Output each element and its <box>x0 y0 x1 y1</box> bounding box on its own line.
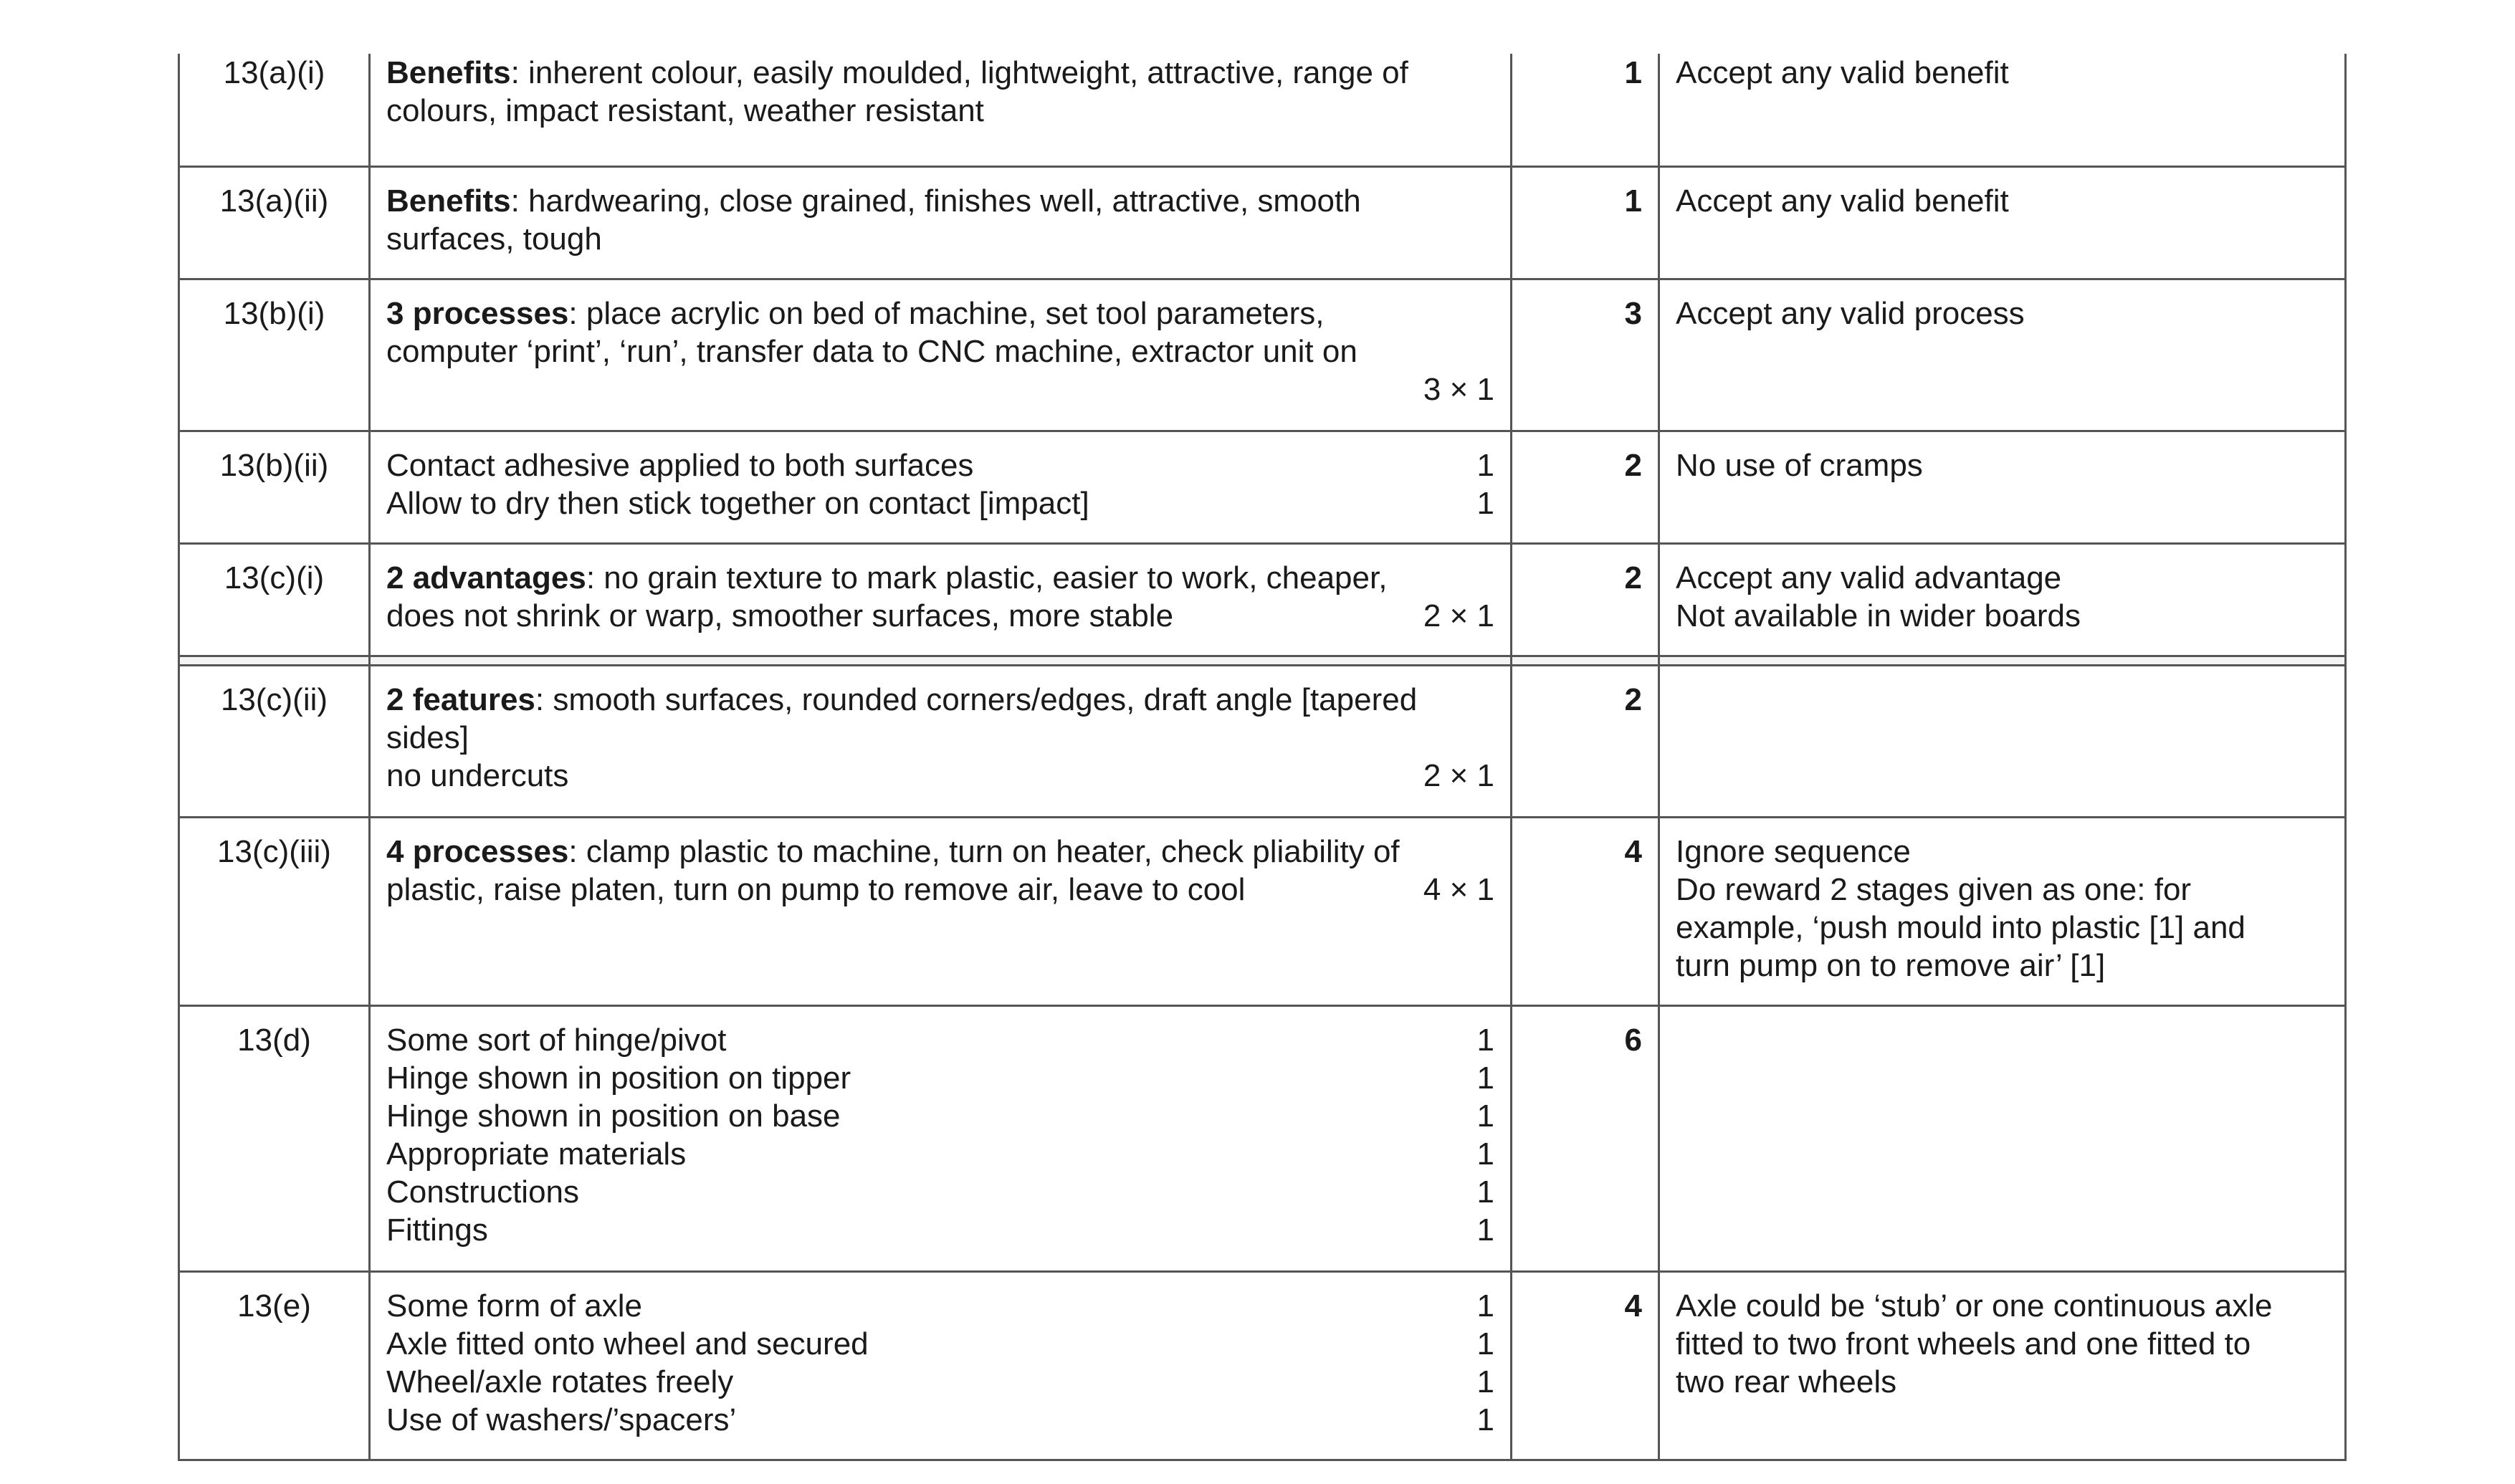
guidance-cell <box>1659 279 2346 431</box>
guidance-line: No use of cramps <box>1676 447 1923 483</box>
question-number: 13(c)(iii) <box>179 817 370 1005</box>
answer-line <box>386 597 1494 635</box>
line-mark: 1 <box>1476 1402 1494 1437</box>
answer-text <box>386 295 1325 332</box>
line-mark: 1 <box>1476 1364 1494 1399</box>
guidance-line: Accept any valid benefit <box>1676 183 2009 219</box>
line-mark: 1 <box>1476 1022 1494 1058</box>
answer-detail: : place acrylic on bed of machine, set tool parameters, <box>568 295 1325 331</box>
answer-detail: : clamp plastic to machine, turn on heater, check pliability of <box>568 833 1400 869</box>
answer-line <box>386 681 1494 719</box>
marks-total: 2 <box>1512 431 1659 543</box>
line-mark: 2 × 1 <box>1423 598 1494 633</box>
question-number: 13(b)(i) <box>179 279 370 431</box>
answer-detail: Hinge shown in position on base <box>386 1098 841 1134</box>
answer-line <box>386 295 1494 332</box>
answer-cell <box>370 1005 1512 1271</box>
answer-detail: computer ‘print’, ‘run’, transfer data to CNC machine, extractor unit on <box>386 333 1357 369</box>
answer-line <box>386 1401 1494 1439</box>
answer-text <box>386 484 1089 522</box>
line-mark: 1 <box>1476 485 1494 521</box>
answer-text <box>386 1363 733 1401</box>
answer-detail: Some sort of hinge/pivot <box>386 1022 727 1058</box>
table-row <box>179 54 2346 166</box>
answer-line <box>386 1097 1494 1135</box>
question-number: 13(c)(i) <box>179 543 370 656</box>
answer-text <box>386 1021 726 1059</box>
answer-detail: Hinge shown in position on tipper <box>386 1060 851 1096</box>
answer-text <box>386 332 1357 370</box>
answer-detail: no undercuts <box>386 757 569 793</box>
line-mark: 4 × 1 <box>1423 871 1494 907</box>
answer-line <box>386 1363 1494 1401</box>
guidance-line: fitted to two front wheels and one fitted to <box>1676 1326 2251 1361</box>
answer-text <box>386 559 1387 597</box>
answer-text <box>386 1325 869 1363</box>
answer-line <box>386 54 1494 92</box>
answer-detail: sides] <box>386 719 469 755</box>
answer-line <box>386 559 1494 597</box>
answer-text <box>386 1097 841 1135</box>
marks-total: 2 <box>1512 665 1659 817</box>
line-mark: 1 <box>1476 447 1494 483</box>
answer-line <box>386 1135 1494 1173</box>
mark-scheme-table <box>178 54 2347 1461</box>
divider-cell <box>179 656 370 665</box>
answer-keyword: Benefits <box>386 183 511 219</box>
line-mark: 1 <box>1476 1174 1494 1210</box>
answer-detail: Some form of axle <box>386 1288 643 1323</box>
answer-text <box>386 446 973 484</box>
answer-detail: : smooth surfaces, rounded corners/edges, draft angle [tapered <box>535 681 1418 717</box>
line-mark: 3 × 1 <box>1423 371 1494 407</box>
question-number: 13(e) <box>179 1271 370 1460</box>
answer-detail: Fittings <box>386 1212 488 1248</box>
answer-detail: : hardwearing, close grained, finishes well, attractive, smooth <box>510 183 1361 219</box>
answer-text <box>386 681 1417 719</box>
guidance-line: Ignore sequence <box>1676 833 1911 869</box>
marks-total: 4 <box>1512 1271 1659 1460</box>
divider-cell <box>1659 656 2346 665</box>
guidance-line: Do reward 2 stages given as one: for <box>1676 871 2192 907</box>
answer-text <box>386 1287 642 1325</box>
guidance-cell <box>1659 1005 2346 1271</box>
question-number: 13(b)(ii) <box>179 431 370 543</box>
answer-line <box>386 1059 1494 1097</box>
guidance-line: Accept any valid benefit <box>1676 55 2009 90</box>
answer-line <box>386 92 1494 130</box>
guidance-line: example, ‘push mould into plastic [1] and <box>1676 909 2246 945</box>
answer-line <box>386 833 1494 871</box>
answer-detail: Wheel/axle rotates freely <box>386 1364 734 1399</box>
answer-text <box>386 1211 488 1249</box>
answer-text <box>386 757 568 795</box>
table-row <box>179 1271 2346 1460</box>
answer-detail: plastic, raise platen, turn on pump to remove air, leave to cool <box>386 871 1246 907</box>
answer-detail: Appropriate materials <box>386 1136 687 1172</box>
answer-cell <box>370 54 1512 166</box>
marks-total: 6 <box>1512 1005 1659 1271</box>
answer-cell <box>370 817 1512 1005</box>
answer-text <box>386 220 602 258</box>
guidance-line: two rear wheels <box>1676 1364 1897 1399</box>
answer-detail: surfaces, tough <box>386 221 602 257</box>
guidance-line: Axle could be ‘stub’ or one continuous axle <box>1676 1288 2273 1323</box>
guidance-line: turn pump on to remove air’ [1] <box>1676 947 2106 983</box>
answer-line <box>386 1021 1494 1059</box>
line-mark: 1 <box>1476 1212 1494 1248</box>
table-row <box>179 817 2346 1005</box>
answer-text <box>386 597 1173 635</box>
marks-total: 3 <box>1512 279 1659 431</box>
answer-detail: : inherent colour, easily moulded, lightweight, attractive, range of <box>510 55 1408 90</box>
answer-text <box>386 1059 851 1097</box>
question-number: 13(a)(ii) <box>179 166 370 279</box>
answer-cell <box>370 431 1512 543</box>
answer-line <box>386 484 1494 522</box>
answer-line <box>386 871 1494 909</box>
marks-total: 4 <box>1512 817 1659 1005</box>
answer-line <box>386 1325 1494 1363</box>
line-mark: 1 <box>1476 1136 1494 1172</box>
answer-text <box>386 719 469 757</box>
guidance-line: Not available in wider boards <box>1676 598 2081 633</box>
answer-line <box>386 182 1494 220</box>
answer-line <box>386 757 1494 795</box>
answer-text <box>386 833 1400 871</box>
answer-keyword: 2 advantages <box>386 560 586 595</box>
guidance-cell <box>1659 1271 2346 1460</box>
answer-text <box>386 182 1361 220</box>
divider-cell <box>370 656 1512 665</box>
page-break-divider <box>179 656 2346 665</box>
answer-keyword: 2 features <box>386 681 535 717</box>
answer-cell <box>370 166 1512 279</box>
divider-cell <box>1512 656 1659 665</box>
table-row <box>179 431 2346 543</box>
question-number: 13(a)(i) <box>179 54 370 166</box>
answer-text <box>386 54 1408 92</box>
answer-text <box>386 1173 579 1211</box>
answer-detail: colours, impact resistant, weather resistant <box>386 93 984 128</box>
answer-detail: Allow to dry then stick together on contact [impact] <box>386 485 1089 521</box>
line-mark: 1 <box>1476 1288 1494 1323</box>
answer-keyword: 4 processes <box>386 833 569 869</box>
table-row <box>179 166 2346 279</box>
answer-detail: Contact adhesive applied to both surfaces <box>386 447 974 483</box>
table-row <box>179 543 2346 656</box>
answer-keyword: 3 processes <box>386 295 569 331</box>
guidance-cell <box>1659 54 2346 166</box>
marks-total: 1 <box>1512 166 1659 279</box>
table-row <box>179 1005 2346 1271</box>
marks-total: 2 <box>1512 543 1659 656</box>
answer-keyword: Benefits <box>386 55 511 90</box>
answer-cell <box>370 543 1512 656</box>
marks-total: 1 <box>1512 54 1659 166</box>
answer-text <box>386 1401 736 1439</box>
answer-line <box>386 220 1494 258</box>
answer-line <box>386 446 1494 484</box>
answer-text <box>386 92 984 130</box>
guidance-cell <box>1659 166 2346 279</box>
guidance-cell <box>1659 817 2346 1005</box>
answer-line <box>386 332 1494 370</box>
question-number: 13(d) <box>179 1005 370 1271</box>
line-mark: 2 × 1 <box>1423 757 1494 793</box>
answer-cell <box>370 665 1512 817</box>
answer-text <box>386 871 1245 909</box>
question-number: 13(c)(ii) <box>179 665 370 817</box>
answer-detail: Axle fitted onto wheel and secured <box>386 1326 869 1361</box>
answer-cell <box>370 1271 1512 1460</box>
line-mark: 1 <box>1476 1060 1494 1096</box>
line-mark: 1 <box>1476 1098 1494 1134</box>
answer-cell <box>370 279 1512 431</box>
guidance-line: Accept any valid process <box>1676 295 2025 331</box>
table-row <box>179 279 2346 431</box>
answer-detail: : no grain texture to mark plastic, easier to work, cheaper, <box>586 560 1388 595</box>
answer-detail: Use of washers/’spacers’ <box>386 1402 737 1437</box>
answer-line <box>386 1211 1494 1249</box>
answer-line <box>386 1173 1494 1211</box>
answer-detail: Constructions <box>386 1174 580 1210</box>
answer-line <box>386 1287 1494 1325</box>
guidance-cell <box>1659 431 2346 543</box>
guidance-cell <box>1659 665 2346 817</box>
answer-line <box>386 370 1494 408</box>
answer-detail: does not shrink or warp, smoother surfaces, more stable <box>386 598 1174 633</box>
answer-line <box>386 719 1494 757</box>
line-mark: 1 <box>1476 1326 1494 1361</box>
table-row <box>179 665 2346 817</box>
guidance-line: Accept any valid advantage <box>1676 560 2062 595</box>
answer-text <box>386 1135 686 1173</box>
guidance-cell <box>1659 543 2346 656</box>
